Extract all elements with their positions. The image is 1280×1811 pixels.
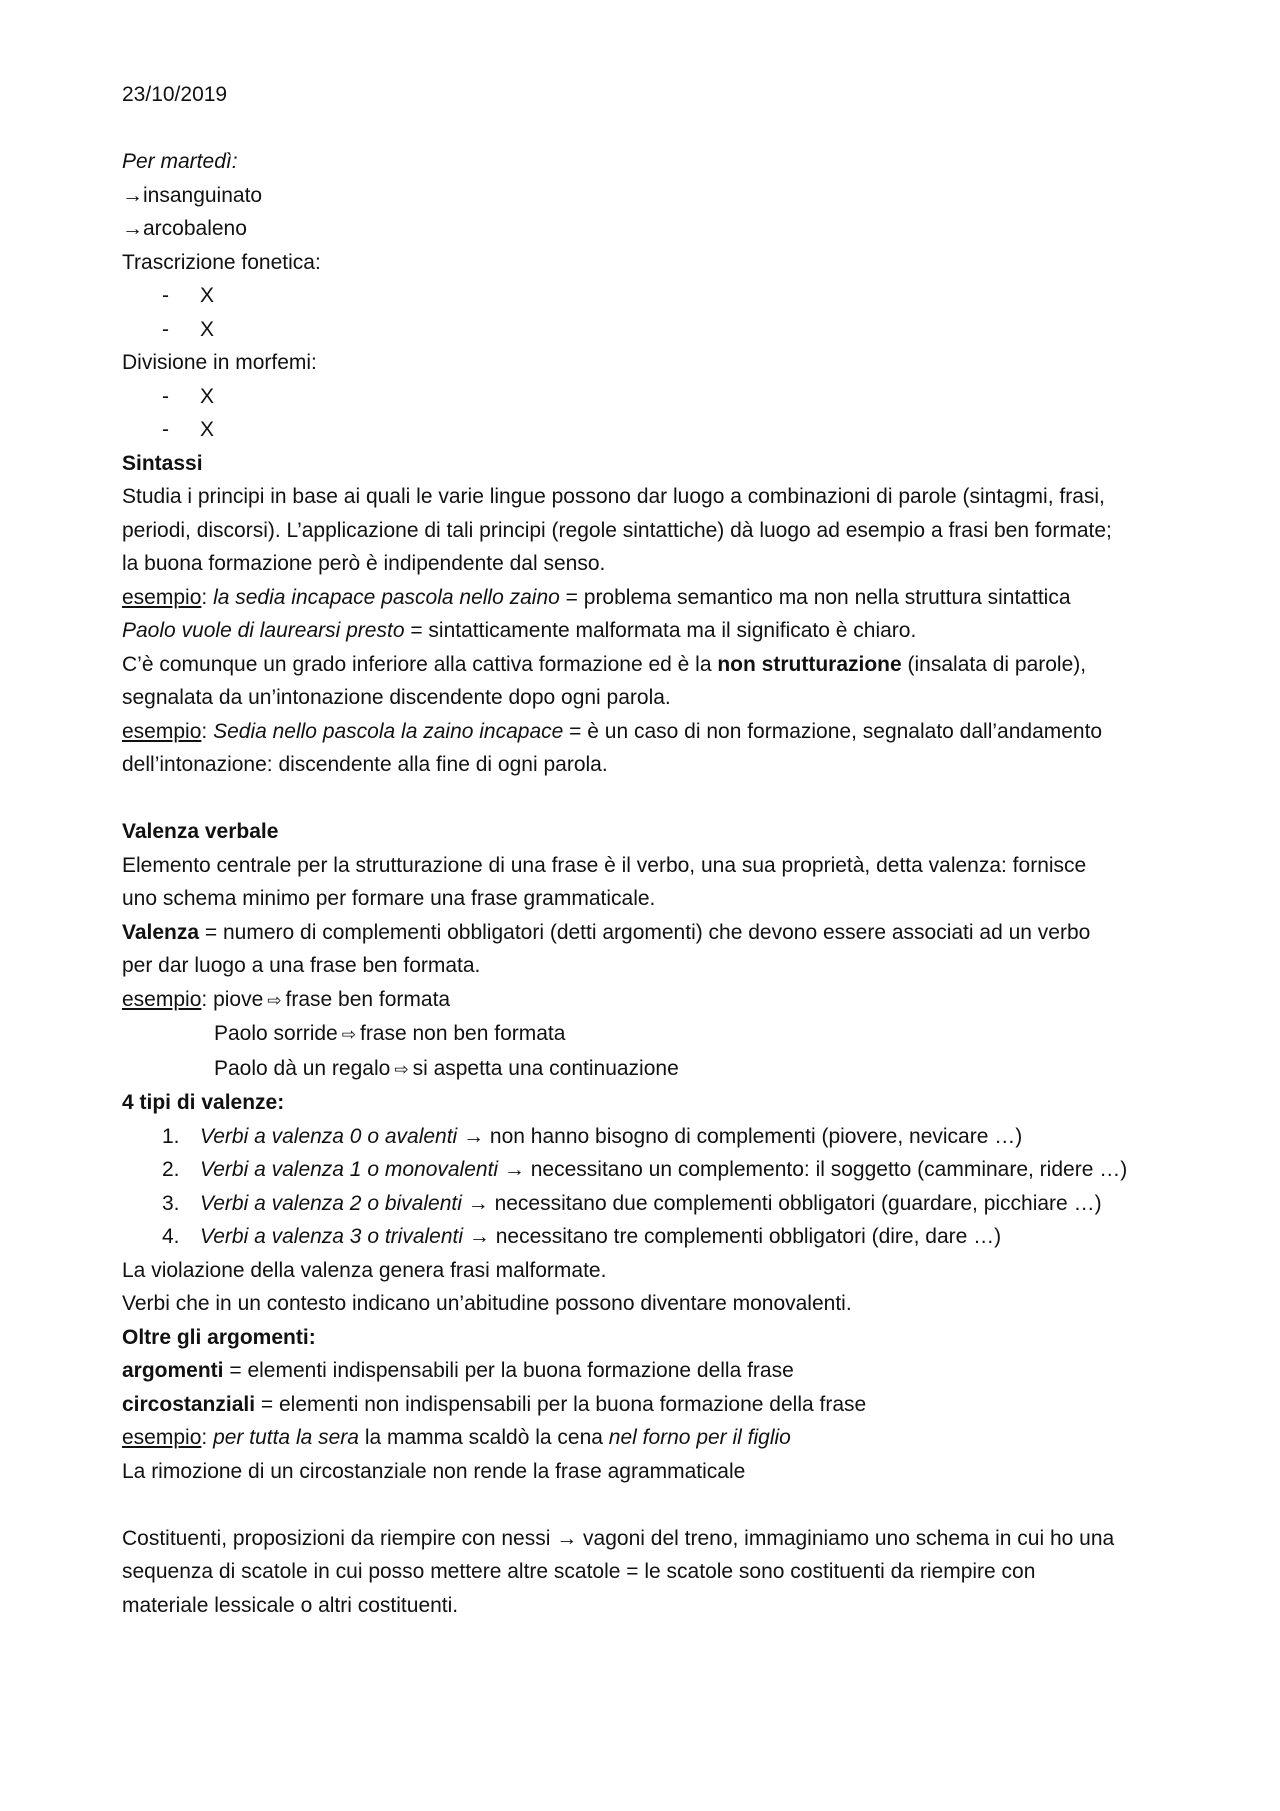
section-heading-sintassi: Sintassi — [122, 451, 203, 475]
arrow-right-outline-icon: ⇨ — [341, 1025, 356, 1044]
paragraph-line: uno schema minimo per formare una frase grammaticale. — [122, 887, 656, 910]
paragraph-line: materiale lessicale o altri costituenti. — [122, 1593, 459, 1617]
definition-line: circostanziali = elementi non indispensabili per la buona formazione della frase — [122, 1392, 867, 1416]
fonetica-label: Trascrizione fonetica: — [122, 250, 321, 274]
paragraph-line: La rimozione di un circostanziale non rende la frase agrammaticale — [122, 1459, 746, 1483]
paragraph-line: Studia i principi in base ai quali le varie lingue possono dar luogo a combinazioni di parole (sintagmi, frasi, — [122, 485, 1105, 508]
paragraph-line: Verbi che in un contesto indicano un’abitudine possono diventare monovalenti. — [122, 1292, 852, 1315]
paragraph-line: Elemento centrale per la strutturazione di una frase è il verbo, una sua proprietà, detta valenza: fornisce — [122, 853, 1087, 877]
list-item: - X — [162, 284, 215, 307]
paragraph-line: Costituenti, proposizioni da riempire con nessi → vagoni del treno, immaginiamo uno schema in cui ho una — [122, 1526, 1115, 1550]
paragraph-line: segnalata da un’intonazione discendente dopo ogni parola. — [122, 686, 671, 709]
paragraph-line: periodi, discorsi). L’applicazione di tali principi (regole sintattiche) dà luogo ad esempio a frasi ben formate; — [122, 518, 1112, 542]
paragraph-line: C’è comunque un grado inferiore alla cattiva formazione ed è la non strutturazione (insalata di parole), — [122, 652, 1087, 676]
homework-title: Per martedì: — [122, 150, 238, 173]
example-line: esempio: piove ⇨ frase ben formata — [122, 987, 451, 1011]
list-item: - X — [162, 384, 215, 408]
spacer — [122, 1488, 1180, 1522]
paragraph-line: dell’intonazione: discendente alla fine di ogni parola. — [122, 753, 608, 776]
example-line: esempio: la sedia incapace pascola nello zaino = problema semantico ma non nella struttura sintattica — [122, 585, 1071, 609]
example-line: esempio: Sedia nello pascola la zaino incapace = è un caso di non formazione, segnalato dall’andamento — [122, 719, 1103, 743]
arrow-icon: → — [122, 183, 143, 207]
types-heading: 4 tipi di valenze: — [122, 1091, 285, 1114]
list-item: 1. Verbi a valenza 0 o avalenti → non hanno bisogno di complementi (piovere, nevicare …) — [162, 1124, 1023, 1148]
list-item: - X — [162, 418, 215, 441]
example-line: Paolo vuole di laurearsi presto = sintatticamente malformata ma il significato è chiaro. — [122, 619, 917, 642]
arrow-icon: → — [556, 1526, 578, 1550]
section-heading-argomenti: Oltre gli argomenti: — [122, 1325, 316, 1349]
section-heading-valenza: Valenza verbale — [122, 820, 279, 843]
list-item: 4. Verbi a valenza 3 o trivalenti → necessitano tre complementi obbligatori (dire, dare …) — [162, 1225, 1002, 1248]
arrow-right-outline-icon: ⇨ — [267, 990, 282, 1010]
example-line: Paolo sorride ⇨ frase non ben formata — [214, 1022, 566, 1045]
paragraph-line: sequenza di scatole in cui posso mettere altre scatole = le scatole sono costituenti da riempire con — [122, 1560, 1036, 1583]
document-date: 23/10/2019 — [122, 83, 228, 106]
arrow-right-outline-icon: ⇨ — [394, 1059, 409, 1079]
morfemi-label: Divisione in morfemi: — [122, 351, 317, 374]
arrow-icon: → — [467, 1191, 489, 1215]
homework-word: →insanguinato — [122, 183, 263, 207]
list-item: 2. Verbi a valenza 1 o monovalenti → necessitano un complemento: il soggetto (camminare, ridere …) — [162, 1158, 1128, 1181]
paragraph-line: La violazione della valenza genera frasi malformate. — [122, 1258, 607, 1282]
definition-line: Valenza = numero di complementi obbligatori (detti argomenti) che devono essere associati ad un verbo — [122, 920, 1091, 944]
definition-line: argomenti = elementi indispensabili per la buona formazione della frase — [122, 1359, 794, 1382]
arrow-icon: → — [122, 217, 143, 240]
arrow-icon: → — [468, 1225, 490, 1248]
paragraph-line: la buona formazione però è indipendente dal senso. — [122, 552, 606, 575]
list-item: 3. Verbi a valenza 2 o bivalenti → necessitano due complementi obbligatori (guardare, picchiare …) — [162, 1191, 1102, 1215]
list-item: - X — [162, 317, 215, 341]
example-line: Paolo dà un regalo ⇨ si aspetta una continuazione — [214, 1056, 679, 1080]
arrow-icon: → — [463, 1124, 485, 1148]
paragraph-line: per dar luogo a una frase ben formata. — [122, 954, 481, 977]
homework-word: →arcobaleno — [122, 217, 247, 240]
spacer — [122, 782, 1180, 816]
arrow-icon: → — [503, 1158, 525, 1181]
example-line: esempio: per tutta la sera la mamma scaldò la cena nel forno per il figlio — [122, 1426, 791, 1449]
